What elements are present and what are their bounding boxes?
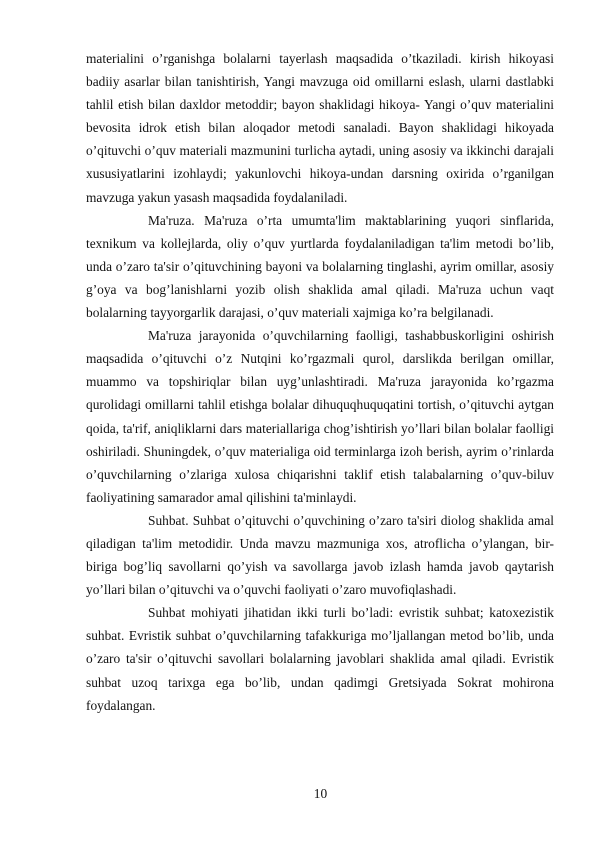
paragraph-continuation: materialini o’rganishga bolalarni tayerlash maqsadida o’tkaziladi. kirish hikoyasi badiiy asarlar bilan tanishtirish, Yangi mavzuga oid omillarni eslash, ularni dastlabki tahlil etish bilan daxldor metoddir; bayon shaklidagi hikoya- Yangi o’quv materialini bevosita idrok etish bilan aloqador metodi sanaladi. Bayon shaklidagi hikoyada o’qituvchi o’quv materiali mazmunini turlicha aytadi, uning asosiy va ikkinchi darajali xususiyatlarini izohlaydi; yakunlovchi hikoya-undan darsning oxirida o’rganilgan mavzuga yakun yasash maqsadida foydalaniladi. (86, 51, 554, 205)
document-body (86, 47, 554, 717)
paragraph-suhbat: Suhbat. Suhbat o’qituvchi o’quvchining o’zaro ta'siri diolog shaklida amal qiladigan ta'lim metodidir. Unda mavzu mazmuniga xos, atroflicha o’ylangan, bir-biriga bog’liq savollarni qo’yish va savollarga javob izlash hamda javob qaytarish yo’llari bilan o’qituvchi va o’quvchi faoliyati o’zaro muvofiqlashadi. (86, 512, 554, 598)
paragraph-maruza: Ma'ruza. Ma'ruza o’rta umumta'lim maktablarining yuqori sinflarida, texnikum va kollejlarda, oliy o’quv yurtlarda foydalaniladigan ta'lim metodi bo’lib, unda o’zaro ta'sir o’qituvchining bayoni va bolalarning tinglashi, ayrim omillar, asosiy g’oya va bog’lanishlarni yozib olish shaklida amal qiladi. Ma'ruza uchun vaqt bolalarning tayyorgarlik darajasi, o’quv materiali xajmiga ko’ra belgilanadi. (86, 212, 554, 321)
paragraph-maruza-jarayonida: Ma'ruza jarayonida o’quvchilarning faolligi, tashabbuskorligini oshirish maqsadida o’qituvchi o’z Nutqini ko’rgazmali qurol, darslikda berilgan omillar, muammo va topshiriqlar bilan uyg’unlashtiradi. Ma'ruza jarayonida ko’rgazma qurolidagi omillarni tahlil etishga bolalar dihuquqhuquqatini tortish, o’qituvchi aytgan qoida, ta'rif, aniqliklarni dars materiallariga chog’ishtirish yo’llari bilan bolalar faolligi oshiriladi. Shuningdek, o’quv materialiga oid terminlarga izoh berish, ayrim o’rinlarda o’quvchilarning o’zlariga xulosa chiqarishni taklif etish talabalarning o’quv-biluv faoliyatining samarador amal qilishini ta'minlaydi. (86, 328, 554, 505)
page-number: 10 (313, 786, 328, 801)
paragraph-suhbat-mohiyati: Suhbat mohiyati jihatidan ikki turli bo’ladi: evristik suhbat; katoxezistik suhbat. Evristik suhbat o’quvchilarning tafakkuriga mo’ljallangan metod bo’lib, unda o’zaro ta'sir o’qituvchi savollari bolalarning javoblari shaklida amal qiladi. Evristik suhbat uzoq tarixga ega bo’lib, undan qadimgi Gretsiyada Sokrat mohirona foydalangan. (86, 605, 554, 713)
